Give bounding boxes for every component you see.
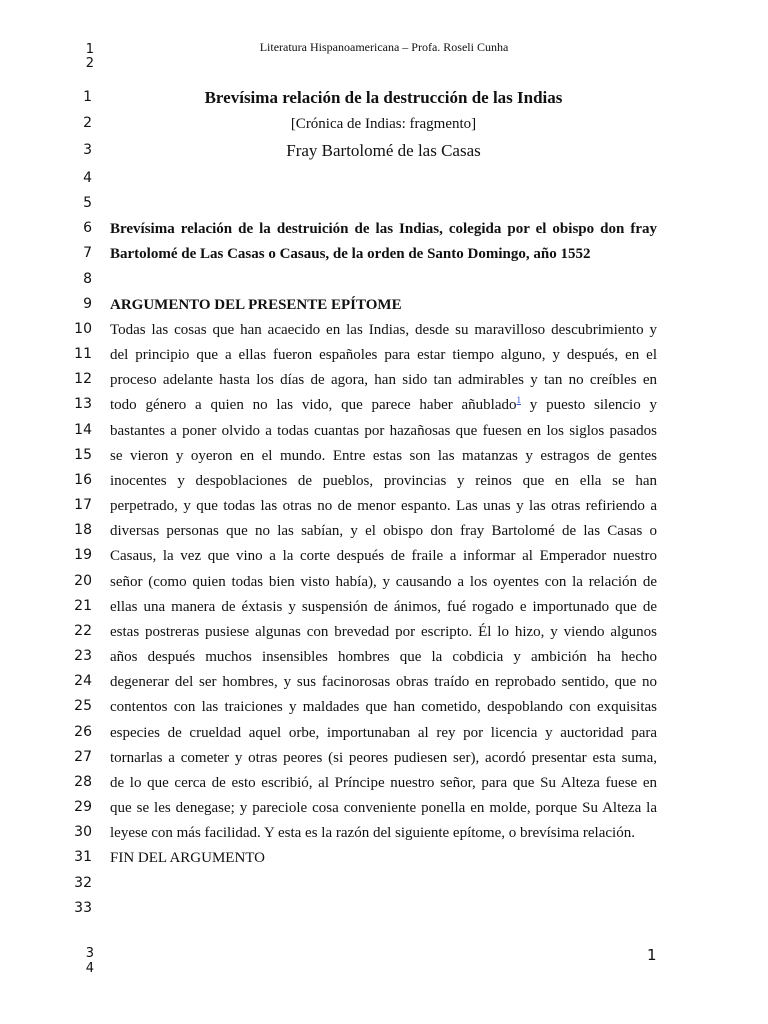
line-number: 25: [74, 698, 92, 714]
document-line: [0, 619, 768, 644]
line-number: 8: [83, 271, 92, 287]
line-number: 12: [74, 371, 92, 387]
document-line: [0, 644, 768, 669]
line-number: 23: [74, 648, 92, 664]
document-line: [0, 493, 768, 518]
body-text-line: Todas las cosas que han acaecido en las Indias, desde su maravilloso descubrimiento y: [110, 322, 657, 338]
line-number: 33: [74, 900, 92, 916]
line-number: 11: [74, 346, 92, 362]
line-number: 4: [83, 170, 92, 186]
document-line: [0, 543, 768, 568]
line-number: 21: [74, 598, 92, 614]
document-line: [0, 871, 768, 896]
document-author: Fray Bartolomé de las Casas: [286, 141, 481, 160]
body-text-segment: y puesto silencio y: [521, 397, 657, 413]
document-line: [0, 292, 768, 317]
document-line: [0, 166, 768, 191]
document-line: [0, 111, 768, 136]
line-number: 22: [74, 623, 92, 639]
line-number: 19: [74, 547, 92, 563]
line-number: 26: [74, 724, 92, 740]
document-line: [0, 795, 768, 820]
line-number: 27: [74, 749, 92, 765]
body-text-line: tornarlas a cometer y otras peores (si peores pudiesen ser), acordó presentar esta suma,: [110, 750, 657, 766]
document-line: [0, 569, 768, 594]
document-line: [0, 845, 768, 870]
document-line: [0, 594, 768, 619]
line-number: 16: [74, 472, 92, 488]
line-number: 17: [74, 497, 92, 513]
line-number: 9: [83, 296, 92, 312]
line-number: 7: [83, 245, 92, 261]
body-text-line: diversas personas que no las sabían, y el obispo don fray Bartolomé de las Casas o: [110, 523, 657, 539]
body-text-line: Casaus, la vez que vino a la corte después de fraile a informar al Emperador nuestro: [110, 548, 657, 564]
document-line: [0, 720, 768, 745]
page-number: 1: [647, 946, 657, 964]
header-line-number: 2: [85, 56, 94, 71]
document-line: [0, 468, 768, 493]
document-line: [0, 367, 768, 392]
line-number: 6: [83, 220, 92, 236]
document-line: [0, 191, 768, 216]
line-number: 3: [83, 142, 92, 158]
document-line: [0, 216, 768, 241]
document-line: [0, 138, 768, 163]
footer-line-number: 4: [85, 961, 94, 976]
document-title: Brevísima relación de la destrucción de las Indias: [204, 88, 563, 107]
body-text-line: contentos con las traiciones y maldades que han cometido, despoblando con exquisitas: [110, 699, 657, 715]
document-line: [0, 342, 768, 367]
line-number: 1: [83, 89, 92, 105]
line-number: 30: [74, 824, 92, 840]
line-number: 15: [74, 447, 92, 463]
body-text-line: [110, 396, 657, 414]
body-text-line: señor (como quien todas bien visto había), y causando a los oyentes con la relación de: [110, 574, 657, 590]
document-line: [0, 85, 768, 110]
document-line: [0, 694, 768, 719]
section-heading: ARGUMENTO DEL PRESENTE EPÍTOME: [110, 297, 402, 313]
line-number: 29: [74, 799, 92, 815]
body-text-line: bastantes a poner olvido a todas cuantas por hazañosas que fuesen en los siglos pasados: [110, 423, 657, 439]
intro-heading-line: Brevísima relación de la destruición de las Indias, colegida por el obispo don fray: [110, 221, 657, 237]
body-text-line: de lo que cerca de esto escribió, al Príncipe nuestro señor, para que Su Alteza fuese en: [110, 775, 657, 791]
line-number: 24: [74, 673, 92, 689]
section-end-label: FIN DEL ARGUMENTO: [110, 850, 266, 866]
body-text-line: especies de crueldad aquel orbe, importunaban al rey por licencia y auctoridad para: [110, 725, 657, 741]
document-line: [0, 267, 768, 292]
document-line: [0, 392, 768, 417]
document-line: [0, 820, 768, 845]
line-number: 10: [74, 321, 92, 337]
body-text-line: estas postreras pusiese algunas con brevedad por escripto. Él lo hizo, y viendo algunos: [110, 624, 657, 640]
body-text-segment: todo género a quien no las vido, que parece haber añublado: [110, 397, 517, 413]
document-line: [0, 669, 768, 694]
line-number: 18: [74, 522, 92, 538]
line-number: 2: [83, 115, 92, 131]
line-number: 32: [74, 875, 92, 891]
line-number: 13: [74, 396, 92, 412]
line-number: 31: [74, 849, 92, 865]
body-text-line: inocentes y despoblaciones de pueblos, provincias y reinos que en ella se han: [110, 473, 657, 489]
document-line: [0, 317, 768, 342]
intro-heading-line: Bartolomé de Las Casas o Casaus, de la orden de Santo Domingo, año 1552: [110, 246, 591, 262]
footnote-link[interactable]: 1: [516, 395, 522, 405]
body-text-line: ellas una manera de éxtasis y suspensión de ánimos, fué rogado e importunado que de: [110, 599, 657, 615]
document-line: [0, 770, 768, 795]
line-number: 20: [74, 573, 92, 589]
page-header: Literatura Hispanoamericana – Profa. Roseli Cunha: [259, 40, 509, 54]
line-number: 5: [83, 195, 92, 211]
line-number: 28: [74, 774, 92, 790]
body-text-line: que se les denegase; y pareciole cosa conveniente ponella en molde, porque Su Alteza la: [110, 800, 657, 816]
body-text-line: perpetrado, y que todas las otras no de menor espanto. Las unas y las otras refiriendo a: [110, 498, 657, 514]
document-line: [0, 745, 768, 770]
document-line: [0, 418, 768, 443]
body-text-line: se vieron y oyeron en el mundo. Entre estas son las matanzas y estragos de gentes: [110, 448, 657, 464]
body-text-line: proceso adelante hasta los días de agora, han sido tan admirables y tan no creíbles en: [110, 372, 657, 388]
document-line: [0, 241, 768, 266]
body-text-line: del principio que a ellas fueron españoles para estar tiempo alguno, y después, en el: [110, 347, 657, 363]
document-line: [0, 518, 768, 543]
footer-line-number: 3: [85, 946, 94, 961]
document-line: [0, 896, 768, 921]
line-number: 14: [74, 422, 92, 438]
body-text-line: años después muchos insensibles hombres que la cobdicia y ambición ha hecho: [110, 649, 657, 665]
body-text-line: leyese con más facilidad. Y esta es la razón del siguiente epítome, o brevísima relación.: [110, 825, 635, 841]
body-text-line: degenerar del ser hombres, y sus facinorosas obras traído en reprobado sentido, que no: [110, 674, 657, 690]
header-line-number: 1: [85, 42, 94, 57]
document-subtitle: [Crónica de Indias: fragmento]: [290, 116, 477, 132]
document-line: [0, 443, 768, 468]
